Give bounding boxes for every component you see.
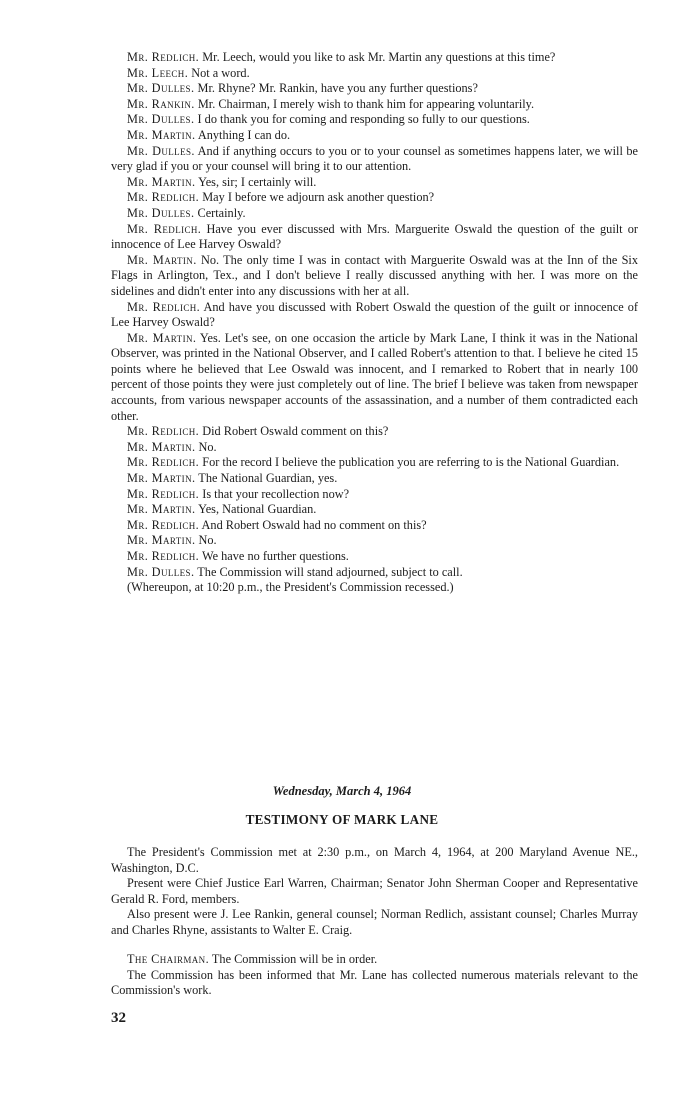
speaker-name: Mr. Dulles. <box>127 205 195 220</box>
speaker-name: Mr. Martin. <box>127 471 196 486</box>
transcript-paragraph <box>111 424 638 440</box>
speech-text: And Robert Oswald had no comment on this? <box>199 517 427 532</box>
speech-text: Did Robert Oswald comment on this? <box>199 424 389 439</box>
session-intro <box>111 845 638 939</box>
speaker-name: Mr. Martin. <box>127 174 196 189</box>
transcript-paragraph <box>111 471 638 487</box>
speaker-name: Mr. Martin. <box>127 252 197 267</box>
session-date: Wednesday, March 4, 1964 <box>272 784 412 798</box>
transcript-paragraph <box>111 952 638 968</box>
section-heading: TESTIMONY OF MARK LANE <box>245 812 439 827</box>
speaker-name: Mr. Martin. <box>127 439 196 454</box>
speaker-name: The Chairman. <box>127 952 210 966</box>
speech-text: (Whereupon, at 10:20 p.m., the President's Commission recessed.) <box>127 580 454 595</box>
transcript-paragraph <box>111 206 638 222</box>
transcript-paragraph <box>111 222 638 253</box>
speaker-name: Mr. Martin. <box>127 127 196 142</box>
transcript-paragraph <box>111 580 638 596</box>
transcript-paragraph <box>111 533 638 549</box>
transcript-paragraph <box>111 518 638 534</box>
speech-text: Have you ever discussed with Mrs. Marguerite Oswald the question of the guilt or innocence of Lee Harvey Oswald? <box>111 221 638 252</box>
transcript-paragraph <box>111 455 638 471</box>
transcript-paragraph <box>111 128 638 144</box>
transcript-paragraph <box>111 66 638 82</box>
intro-paragraph: Also present were J. Lee Rankin, general counsel; Norman Redlich, assistant counsel; Charles Murray and Charles Rhyne, assistants to Walter E. Craig. <box>111 907 638 937</box>
speech-text: Not a word. <box>188 65 250 80</box>
speech-text: The Commission will stand adjourned, subject to call. <box>194 564 463 579</box>
speaker-name: Mr. Dulles. <box>127 564 195 579</box>
transcript-paragraph <box>111 487 638 503</box>
speaker-name: Mr. Redlich. <box>127 299 201 314</box>
speaker-name: Mr. Martin. <box>127 330 197 345</box>
speech-text: No. The only time I was in contact with Marguerite Oswald was at the Inn of the Six Flags in Arlington, Tex., and I don't believe I really discussed anything with her. I was more on the sidelines and didn't enter into any discussions with her at all. <box>111 252 639 298</box>
speech-text: The Commission has been informed that Mr. Lane has collected numerous materials relevant to the Commission's work. <box>111 967 638 998</box>
transcript-paragraph <box>111 331 638 425</box>
speech-text: Is that your recollection now? <box>199 486 350 501</box>
speaker-name: Mr. Leech. <box>127 65 189 80</box>
page-number: 32 <box>111 1010 126 1026</box>
transcript-paragraph <box>111 112 638 128</box>
transcript-paragraph <box>111 144 638 175</box>
speaker-name: Mr. Martin. <box>127 502 196 517</box>
transcript-paragraph <box>111 81 638 97</box>
transcript-paragraph <box>111 175 638 191</box>
speech-text: The National Guardian, yes. <box>195 471 338 486</box>
speech-text: Yes, National Guardian. <box>195 502 317 517</box>
intro-paragraph: The President's Commission met at 2:30 p.m., on March 4, 1964, at 200 Maryland Avenue NE., Washington, D.C. <box>111 845 638 875</box>
transcript-paragraph <box>111 50 638 66</box>
speech-text: Yes. Let's see, on one occasion the article by Mark Lane, I think it was in the National Observer, was printed in the National Observer, and I called Robert's attention to that. I believe he cited 15 points where he believed that Lee Oswald was innocent, and I remarked to Robert that in nearly 100 percent of those points they were just completely out of line. The brief I believe was taken from newspaper accounts, from various newspaper accounts of the assassination, and a number of them contradicted each other. <box>111 330 638 423</box>
speech-text: May I before we adjourn ask another question? <box>199 190 435 205</box>
speaker-name: Mr. Redlich. <box>127 190 200 205</box>
speech-text: Yes, sir; I certainly will. <box>195 174 317 189</box>
speaker-name: Mr. Redlich. <box>127 486 200 501</box>
speech-text: Certainly. <box>194 205 246 220</box>
speaker-name: Mr. Martin. <box>127 533 196 548</box>
speech-text: Mr. Chairman, I merely wish to thank him for appearing voluntarily. <box>194 96 535 111</box>
speech-text: I do thank you for coming and responding so fully to our questions. <box>194 112 530 127</box>
transcript-paragraph <box>111 190 638 206</box>
transcript-paragraph <box>111 549 638 565</box>
speaker-name: Mr. Redlich. <box>127 221 202 236</box>
speaker-name: Mr. Dulles. <box>127 81 195 96</box>
transcript-paragraph <box>111 565 638 581</box>
speaker-name: Mr. Redlich. <box>127 424 200 439</box>
speech-text: And if anything occurs to you or to your counsel as sometimes happens later, we will be very glad if you or your counsel will bring it to our attention. <box>111 143 638 174</box>
speech-text: We have no further questions. <box>199 549 349 563</box>
speech-text: The Commission will be in order. <box>209 952 378 966</box>
speaker-name: Mr. Redlich. <box>127 50 200 64</box>
speaker-name: Mr. Redlich. <box>127 549 200 563</box>
intro-paragraph: Present were Chief Justice Earl Warren, Chairman; Senator John Sherman Cooper and Representative Gerald R. Ford, members. <box>111 876 638 906</box>
speech-text: No. <box>195 533 217 548</box>
transcript-paragraph <box>111 253 638 300</box>
speaker-name: Mr. Redlich. <box>127 517 200 532</box>
transcript-paragraph <box>111 968 638 999</box>
speech-text: Mr. Rhyne? Mr. Rankin, have you any further questions? <box>194 81 478 96</box>
speaker-name: Mr. Rankin. <box>127 96 195 111</box>
speech-text: And have you discussed with Robert Oswald the question of the guilt or innocence of Lee Harvey Oswald? <box>111 299 638 330</box>
speech-text: Anything I can do. <box>195 127 291 142</box>
speech-text: For the record I believe the publication you are referring to is the National Guardian. <box>199 455 620 470</box>
speaker-name: Mr. Dulles. <box>127 143 195 158</box>
speaker-name: Mr. Redlich. <box>127 455 200 470</box>
transcript-bottom <box>111 952 638 999</box>
transcript-top <box>111 50 638 596</box>
transcript-paragraph <box>111 97 638 113</box>
transcript-paragraph <box>111 440 638 456</box>
speaker-name: Mr. Dulles. <box>127 112 195 127</box>
speech-text: No. <box>195 439 217 454</box>
speech-text: Mr. Leech, would you like to ask Mr. Martin any questions at this time? <box>199 50 556 64</box>
transcript-paragraph <box>111 502 638 518</box>
transcript-paragraph <box>111 300 638 331</box>
